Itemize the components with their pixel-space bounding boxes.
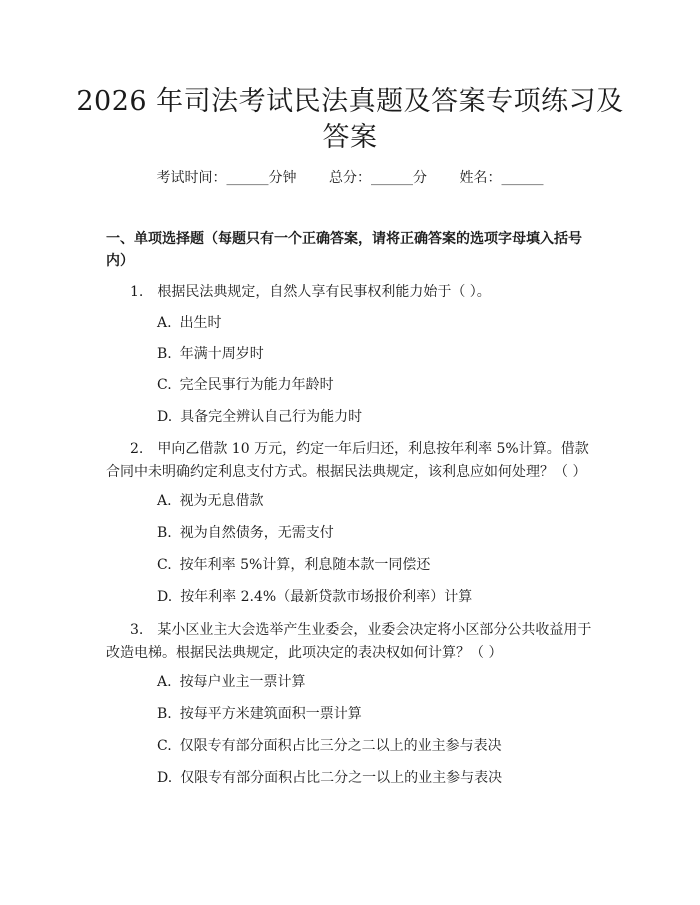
question-3 — [106, 619, 596, 665]
option-text: 视为自然债务，无需支付 — [179, 525, 334, 541]
option-text: 按年利率 2.4%（最新贷款市场报价利率）计算 — [180, 589, 473, 605]
option-letter: A. — [157, 493, 172, 509]
option-text: 仅限专有部分面积占比二分之一以上的业主参与表决 — [180, 770, 503, 786]
option-text: 仅限专有部分面积占比三分之二以上的业主参与表决 — [179, 738, 502, 754]
option-letter: D. — [157, 589, 173, 605]
option-letter: C. — [157, 377, 172, 393]
question-number: 2. — [130, 441, 144, 457]
page-title-line2: 答案 — [322, 122, 378, 153]
option-2a — [157, 491, 264, 511]
page-title-line1: 2026 年司法考试民法真题及答案专项练习及 — [76, 86, 624, 117]
option-3c — [157, 736, 502, 756]
option-1c — [157, 375, 334, 395]
exam-time-field: 考试时间：______分钟 — [156, 170, 297, 186]
question-2 — [106, 438, 596, 484]
option-text: 按每户业主一票计算 — [179, 674, 306, 690]
option-letter: D. — [157, 409, 173, 425]
name-field: 姓名：______ — [459, 170, 544, 186]
option-letter: C. — [157, 557, 172, 573]
option-3a — [157, 672, 306, 692]
option-2b — [157, 523, 334, 543]
total-score-field: 总分：______分 — [329, 170, 427, 186]
exam-meta — [0, 168, 700, 188]
option-text: 出生时 — [179, 315, 222, 331]
option-text: 具备完全辨认自己行为能力时 — [180, 409, 363, 425]
question-text: 某小区业主大会选举产生业委会，业委会决定将小区部分公共收益用于改造电梯。根据民法典规定，此项决定的表决权如何计算？（ ） — [106, 622, 592, 661]
section-heading: 一、单项选择题（每题只有一个正确答案，请将正确答案的选项字母填入括号内） — [106, 231, 582, 269]
question-number: 3. — [130, 622, 144, 638]
question-1 — [106, 281, 596, 304]
option-text: 视为无息借款 — [179, 493, 264, 509]
option-letter: D. — [157, 770, 173, 786]
option-letter: A. — [157, 315, 172, 331]
option-2c — [157, 555, 430, 575]
option-1b — [157, 344, 264, 364]
option-letter: A. — [157, 674, 172, 690]
option-letter: B. — [157, 706, 172, 722]
option-1d — [157, 407, 362, 427]
option-text: 完全民事行为能力年龄时 — [179, 377, 334, 393]
option-1a — [157, 313, 222, 333]
option-3d — [157, 768, 502, 788]
question-text: 根据民法典规定，自然人享有民事权利能力始于（ ）。 — [157, 284, 491, 300]
option-letter: B. — [157, 525, 172, 541]
option-3b — [157, 704, 362, 724]
option-text: 按年利率 5%计算，利息随本款一同偿还 — [179, 557, 431, 573]
option-letter: B. — [157, 346, 172, 362]
option-letter: C. — [157, 738, 172, 754]
option-text: 年满十周岁时 — [179, 346, 264, 362]
question-number: 1. — [130, 284, 144, 300]
option-2d — [157, 587, 472, 607]
option-text: 按每平方米建筑面积一票计算 — [179, 706, 362, 722]
question-text: 甲向乙借款 10 万元，约定一年后归还，利息按年利率 5%计算。借款合同中未明确约定利息支付方式。根据民法典规定，该利息应如何处理？（ ） — [106, 441, 589, 480]
